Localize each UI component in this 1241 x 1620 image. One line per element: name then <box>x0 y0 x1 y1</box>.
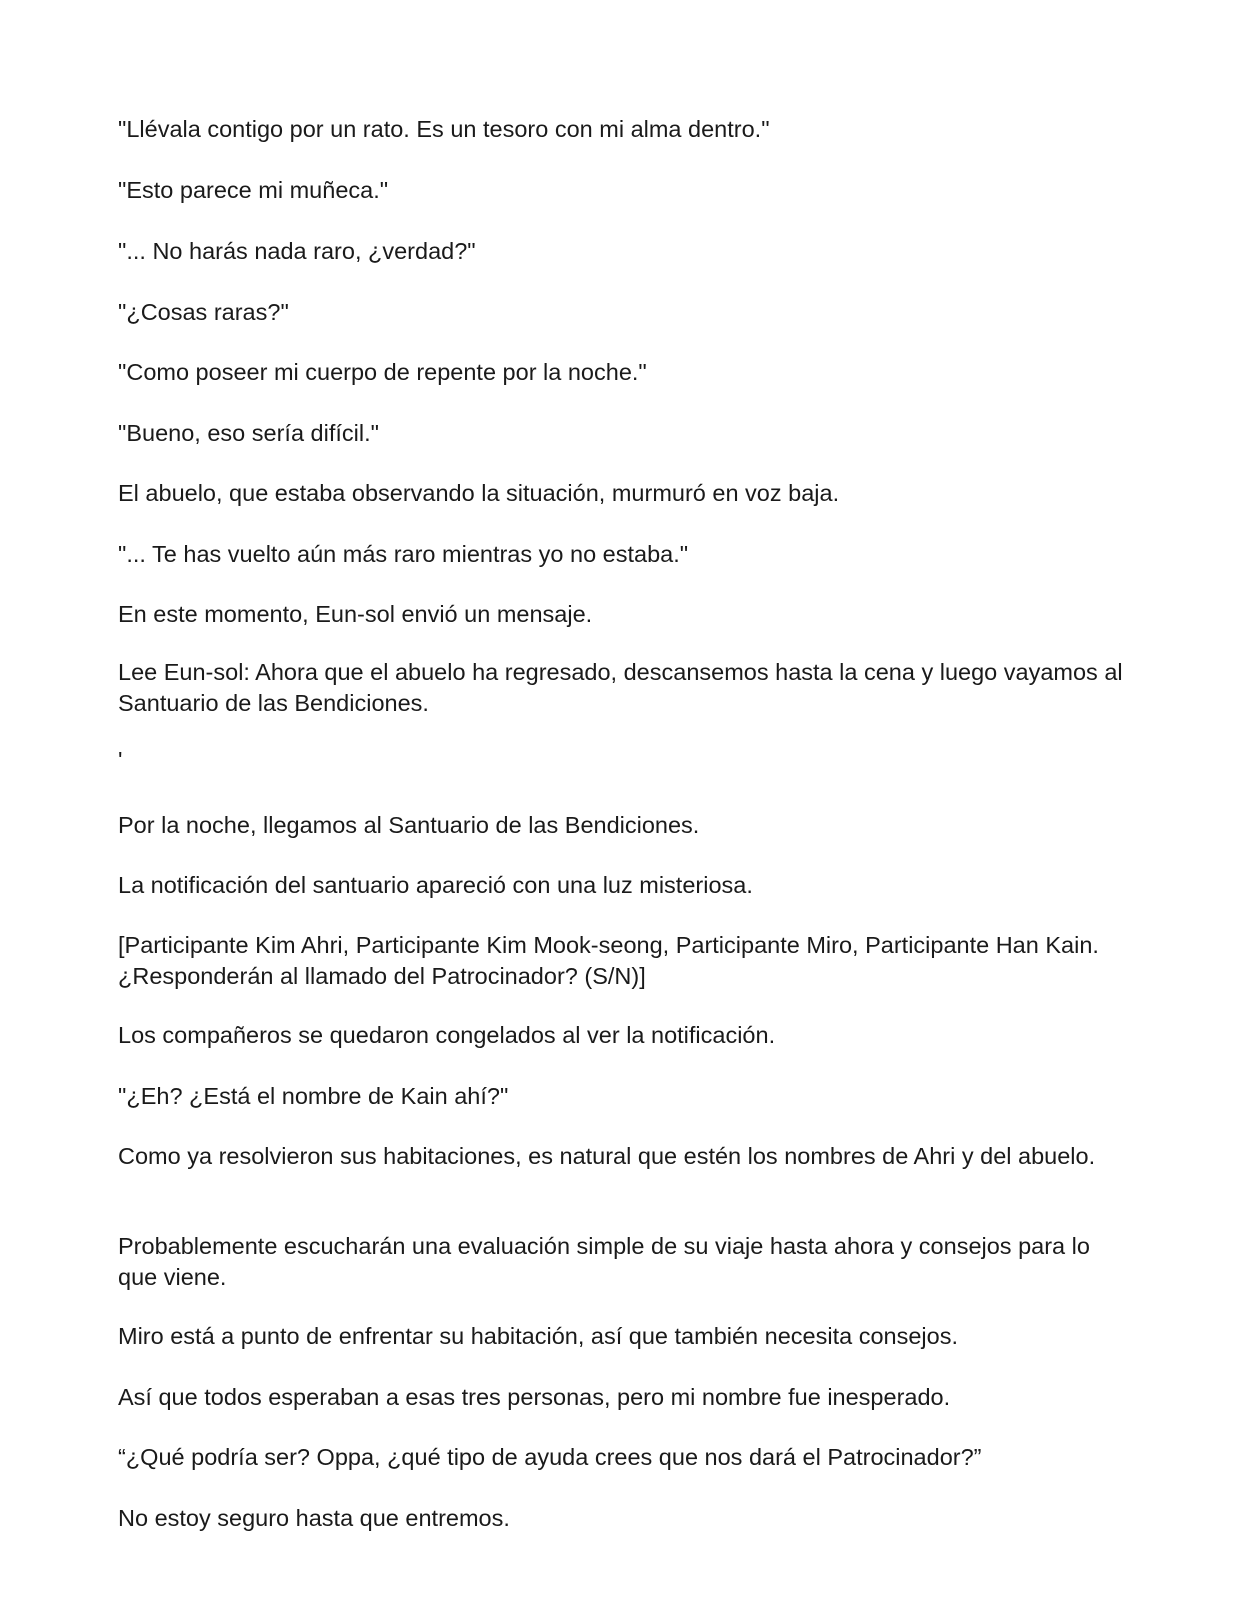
paragraph: "Esto parece mi muñeca." <box>118 177 389 203</box>
paragraph: No estoy seguro hasta que entremos. <box>118 1505 510 1531</box>
system-notification-paragraph: [Participante Kim Ahri, Participante Kim Mook-seong, Participante Miro, Participante Han Kain. ¿Responderán al llamado del Patrocinador? (S/N)] <box>118 932 1099 989</box>
paragraph: Los compañeros se quedaron congelados al ver la notificación. <box>118 1022 776 1048</box>
paragraph: "Bueno, eso sería difícil." <box>118 420 379 446</box>
paragraph: Miro está a punto de enfrentar su habitación, así que también necesita consejos. <box>118 1323 958 1349</box>
paragraph: Como ya resolvieron sus habitaciones, es natural que estén los nombres de Ahri y del abuelo. <box>118 1143 1096 1169</box>
paragraph: "¿Eh? ¿Está el nombre de Kain ahí?" <box>118 1083 509 1109</box>
paragraph: Así que todos esperaban a esas tres personas, pero mi nombre fue inesperado. <box>118 1384 951 1410</box>
section-break-mark: ' <box>118 747 123 773</box>
paragraph: El abuelo, que estaba observando la situación, murmuró en voz baja. <box>118 480 840 506</box>
paragraph: "Como poseer mi cuerpo de repente por la noche." <box>118 359 647 385</box>
paragraph: La notificación del santuario apareció con una luz misteriosa. <box>118 872 753 898</box>
paragraph: "¿Cosas raras?" <box>118 299 289 325</box>
paragraph: "... No harás nada raro, ¿verdad?" <box>118 238 476 264</box>
paragraph: "Llévala contigo por un rato. Es un tesoro con mi alma dentro." <box>118 116 770 142</box>
paragraph: “¿Qué podría ser? Oppa, ¿qué tipo de ayuda crees que nos dará el Patrocinador?” <box>118 1444 982 1470</box>
paragraph: Lee Eun-sol: Ahora que el abuelo ha regresado, descansemos hasta la cena y luego vayamos al Santuario de las Bendiciones. <box>118 659 1123 716</box>
paragraph: En este momento, Eun-sol envió un mensaje. <box>118 601 593 627</box>
paragraph: "... Te has vuelto aún más raro mientras yo no estaba." <box>118 541 689 567</box>
paragraph: Por la noche, llegamos al Santuario de las Bendiciones. <box>118 812 700 838</box>
paragraph: Probablemente escucharán una evaluación simple de su viaje hasta ahora y consejos para lo que viene. <box>118 1233 1090 1290</box>
